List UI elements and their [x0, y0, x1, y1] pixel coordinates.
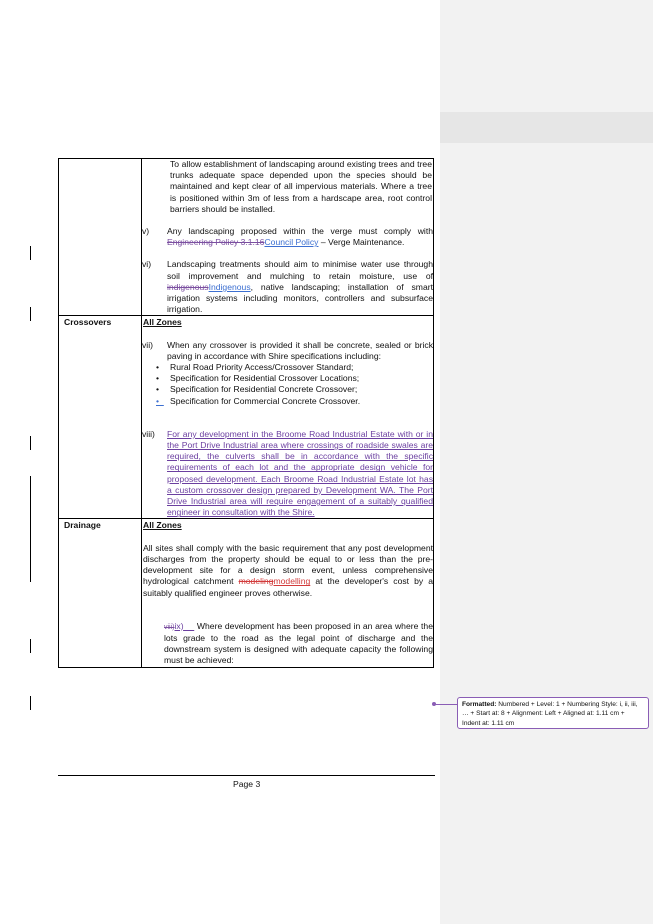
change-bar — [30, 696, 31, 710]
landscaping-intro-paragraph: To allow establishment of landscaping around existing trees and tree trunks adequate space depended upon the species should be maintained and kept clear of all impervious materials. Where a tree is positioned within 3m of less from a hardscape area, root control barriers should be installed. — [170, 159, 432, 214]
table-row-drainage — [59, 519, 434, 667]
list-item-viii: viii) For any development in the Broome Road Industrial Estate with or in the Port Drive Industrial area where crossings of roadside swales are required, the culverts shall be in accordance with the specific requirements of each lot and the appropriate design vehicle for proposed development. Each Broome Road Industrial Estate lot has a custom crossover design prepared by Development WA. The Port Drive Industrial area will require engagement of a suitably qualified engineer in consultation with the Shire. — [142, 428, 433, 518]
margin-header-hidden — [440, 112, 653, 143]
change-bar — [30, 639, 31, 653]
row-label-drainage: Drainage — [64, 520, 101, 531]
tracked-insertion: modelling — [273, 576, 311, 587]
zone-heading: All Zones — [143, 520, 182, 531]
tracked-insertion: For any development in the Broome Road Industrial Estate with or in the Port Drive Industrial area where crossings of roadside swales are required, the culverts shall be in accordance with the specific requirements of each lot and the appropriate design vehicle for proposed development. Each Broome Road Industrial Estate lot has a custom crossover design prepared by Development WA. The Port Drive Industrial area will require engagement of a suitably qualified engineer in consultation with the Shire. — [167, 428, 433, 518]
page-number: Page 3 — [233, 779, 261, 789]
tracked-insertion: Indigenous — [208, 281, 251, 292]
requirements-table — [58, 158, 434, 668]
row-label-crossovers: Crossovers — [64, 317, 112, 328]
change-bar — [30, 307, 31, 321]
tracked-deletion: viii) — [164, 623, 175, 631]
tracked-deletion: Engineering Policy 3.1.16 — [167, 237, 265, 248]
footer-divider — [58, 775, 435, 776]
table-row-landscaping — [59, 159, 434, 316]
tracked-deletion: indigenous — [167, 281, 209, 292]
tracked-deletion: modeling — [238, 576, 274, 587]
row-content-cell[interactable] — [142, 519, 434, 667]
bullet-item: • Specification for Commercial Concrete Crossover. — [156, 395, 361, 406]
list-item-ix: viii)ix) Where development has been proposed in an area where the lots grade to the road as the legal point of discharge and the downstream system is designed with adequate capacity the following must be achieved: — [164, 620, 433, 666]
drainage-paragraph: All sites shall comply with the basic requirement that any post development discharges from the property should be equal to or less than the pre-development site for a design storm event, unless comprehensive hydrological catchment modelingmodelling at the developer's cost by a suitably qualified engineer proves otherwise. — [143, 542, 433, 598]
row-content-cell[interactable] — [142, 159, 434, 316]
change-bar — [30, 246, 31, 260]
change-bar — [30, 436, 31, 450]
bullet-item: • Specification for Residential Concrete Crossover; — [156, 384, 358, 395]
zone-heading: All Zones — [143, 317, 182, 328]
tracked-insertion: Council Policy — [264, 237, 319, 248]
bullet-item: • Rural Road Priority Access/Crossover Standard; — [156, 362, 354, 373]
change-bar — [30, 476, 31, 582]
formatting-balloon[interactable]: Formatted: Numbered + Level: 1 + Numbering Style: i, ii, iii, … + Start at: 8 + Alignment: Left + Aligned at: 1.11 cm + Indent at: 1.11 cm — [457, 697, 649, 729]
tracked-insertion: ix) — [174, 620, 184, 631]
row-label-cell — [59, 159, 142, 316]
list-item-vii: vii) When any crossover is provided it shall be concrete, sealed or brick paving in accordance with Shire specifications including: — [142, 339, 433, 361]
list-item-vi: vi) Landscaping treatments should aim to minimise water use through soil improvement and mulching to retain moisture, use of indigenousIndigenous, native landscaping; installation of smart irrigation systems including monitors, controllers and subsurface irrigation. — [142, 259, 433, 315]
bullet-item: • Specification for Residential Crossover Locations; — [156, 373, 360, 384]
row-label-cell — [59, 519, 142, 667]
list-item-v: v) Any landscaping proposed within the verge must comply with Engineering Policy 3.1.16Council Policy – Verge Maintenance. — [142, 226, 433, 248]
row-content-cell[interactable] — [142, 316, 434, 519]
table-row-crossovers — [59, 316, 434, 519]
row-label-cell — [59, 316, 142, 519]
balloon-connector — [434, 704, 457, 705]
